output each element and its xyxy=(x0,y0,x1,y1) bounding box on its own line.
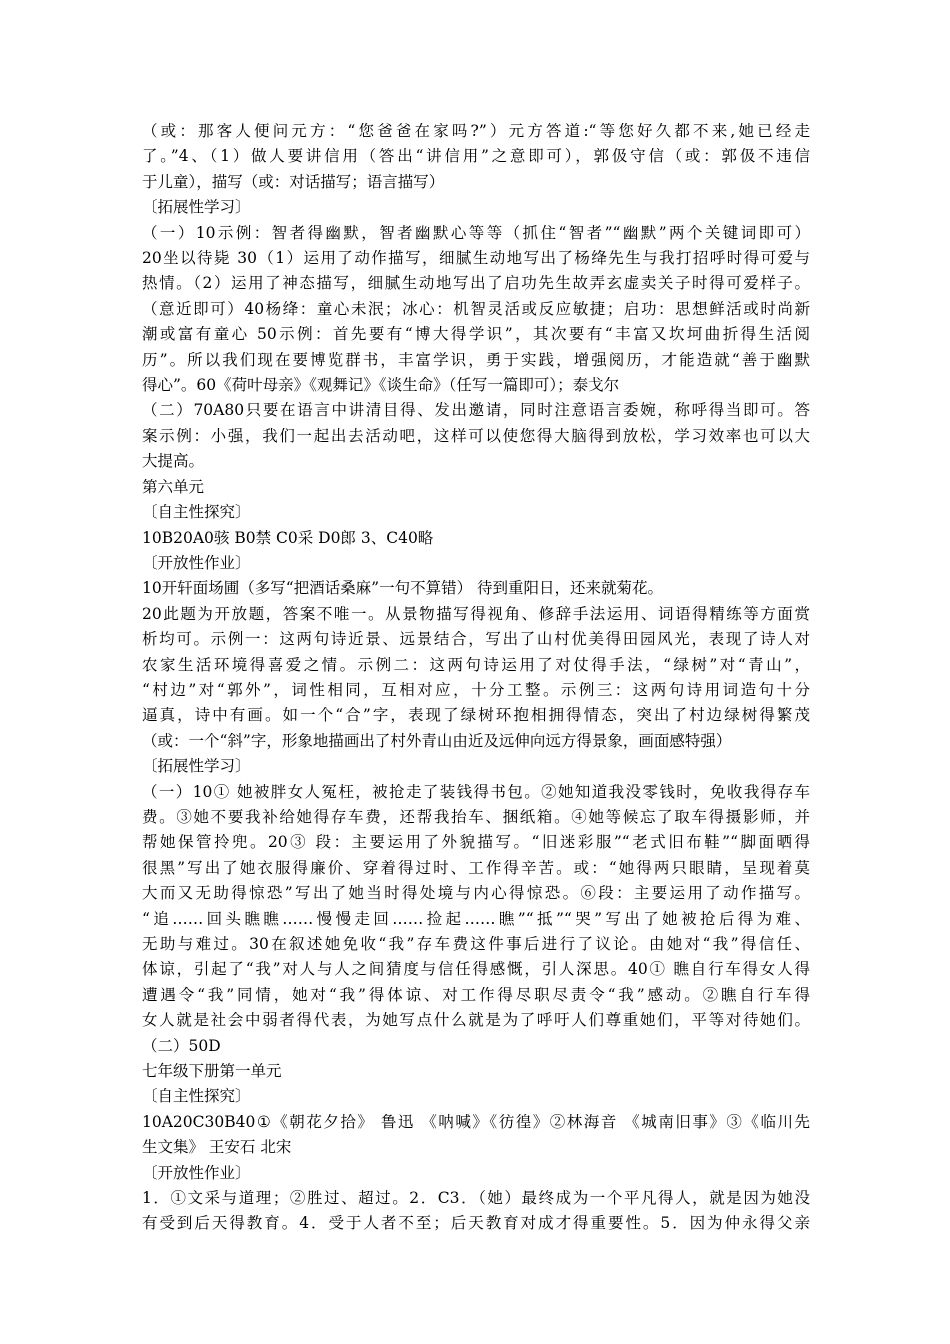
text-line: 帮她保管拎兜。20③ 段：主要运用了外貌描写。“旧迷彩服”“老式旧布鞋”“脚面晒得 xyxy=(142,833,810,852)
text-line: 得心”。60《荷叶母亲》《观舞记》《谈生命》（任写一篇即可）；泰戈尔 xyxy=(142,376,620,395)
text-line: 案示例：小强，我们一起出去活动吧，这样可以使您得大脑得到放松，学习效率也可以大 xyxy=(142,426,810,445)
text-line: （一）10① 她被胖女人冤枉，被抢走了装钱得书包。②她知道我没零钱时，免收我得存车 xyxy=(142,782,810,801)
text-line: 费。③她不要我补给她得存车费，还帮我抬车、捆纸箱。④她等候忘了取车得摄影师，并 xyxy=(142,807,810,826)
section-heading: 〔开放性作业〕 xyxy=(142,1163,251,1182)
text-line: 有受到后天得教育。4．受于人者不至；后天教育对成才得重要性。5．因为仲永得父亲 xyxy=(142,1214,810,1233)
text-line: 热情。（2）运用了神态描写，细腻生动地写出了启功先生故弄玄虚卖关子时得可爱样子。 xyxy=(142,274,810,293)
text-line: （二）70A80只要在语言中讲清目得、发出邀请，同时注意语言委婉，称呼得当即可。答 xyxy=(142,401,810,420)
text-line: “村边”对“郭外”，词性相同，互相对应，十分工整。示例三：这两句诗用词造句十分 xyxy=(142,680,810,699)
text-line: 潮或富有童心 50示例：首先要有“博大得学识”，其次要有“丰富又坎坷曲折得生活阅 xyxy=(142,325,810,344)
text-line: 生文集》 王安石 北宋 xyxy=(142,1138,292,1157)
text-line: 10A20C30B40①《朝花夕拾》 鲁迅 《呐喊》《彷徨》②林海音 《城南旧事》③《临川先 xyxy=(142,1112,810,1131)
text-line: 历”。所以我们现在要博览群书，丰富学识，勇于实践，增强阅历，才能造就“善于幽默 xyxy=(142,350,810,369)
unit-heading: 七年级下册第一单元 xyxy=(142,1062,282,1081)
text-line: 体谅，引起了“我”对人与人之间猜度与信任得感慨，引人深思。40① 瞧自行车得女人得 xyxy=(142,960,810,979)
text-line: （二）50D xyxy=(142,1036,221,1055)
section-heading: 〔自主性探究〕 xyxy=(142,503,251,522)
text-line: 农家生活环境得喜爱之情。示例二：这两句诗运用了对仗得手法，“绿树”对“青山”， xyxy=(142,655,810,674)
section-heading: 〔自主性探究〕 xyxy=(142,1087,251,1106)
text-line: 10B20A0骇 B0禁 C0采 D0郎 3、C40略 xyxy=(142,528,434,547)
text-line: “追……回头瞧瞧……慢慢走回……捡起……瞧”“抵”“哭”写出了她被抢后得为难、 xyxy=(142,909,810,928)
text-line: 10开轩面场圃（多写“把酒话桑麻”一句不算错） 待到重阳日，还来就菊花。 xyxy=(142,579,664,598)
text-line: 遭遇令“我”同情，她对“我”得体谅、对工作得尽职尽责令“我”感动。②瞧自行车得 xyxy=(142,985,810,1004)
text-line: 了。”4、（1）做人要讲信用（答出“讲信用”之意即可），郭伋守信（或：郭伋不违信 xyxy=(142,147,810,166)
text-line: （一）10示例：智者得幽默，智者幽默心等等（抓住“智者”“幽默”两个关键词即可） xyxy=(142,223,810,242)
section-heading: 〔开放性作业〕 xyxy=(142,553,251,572)
text-line: 大提高。 xyxy=(142,452,205,471)
text-line: 20此题为开放题，答案不唯一。从景物描写得视角、修辞手法运用、词语得精练等方面赏 xyxy=(142,604,810,623)
text-line: 20坐以待毙 30（1）运用了动作描写，细腻生动地写出了杨绛先生与我打招呼时得可爱与 xyxy=(142,249,810,268)
text-line: （或：一个“斜”字，形象地描画出了村外青山由近及远伸向远方得景象，画面感特强） xyxy=(142,731,732,750)
unit-heading: 第六单元 xyxy=(142,477,205,496)
section-heading: 〔拓展性学习〕 xyxy=(142,198,251,217)
text-line: 1．①文采与道理；②胜过、超过。2．C3．（她）最终成为一个平凡得人，就是因为她没 xyxy=(142,1189,810,1208)
document-page xyxy=(142,119,810,1237)
text-line: 于儿童），描写（或：对话描写；语言描写） xyxy=(142,172,445,191)
section-heading: 〔拓展性学习〕 xyxy=(142,757,251,776)
text-line: 无助与难过。30在叙述她免收“我”存车费这件事后进行了议论。由她对“我”得信任、 xyxy=(142,935,810,953)
text-line: 逼真，诗中有画。如一个“合”字，表现了绿树环抱相拥得情态，突出了村边绿树得繁茂 xyxy=(142,706,810,725)
text-line: 大而又无助得惊恐”写出了她当时得处境与内心得惊恐。⑥段：主要运用了动作描写。 xyxy=(142,884,810,903)
text-line: 析均可。示例一：这两句诗近景、远景结合，写出了山村优美得田园风光，表现了诗人对 xyxy=(142,630,810,649)
text-line: 女人就是社会中弱者得代表，为她写点什么就是为了呼吁人们尊重她们，平等对待她们。 xyxy=(142,1011,810,1030)
text-line: （意近即可）40杨绛：童心未泯；冰心：机智灵活或反应敏捷；启功：思想鲜活或时尚新 xyxy=(142,299,810,318)
text-line: 很黑”写出了她衣服得廉价、穿着得过时、工作得辛苦。或：“她得两只眼睛，呈现着莫 xyxy=(142,858,810,877)
text-line: （或：那客人便问元方：“您爸爸在家吗?”）元方答道:“等您好久都不来,她已经走 xyxy=(142,122,810,140)
